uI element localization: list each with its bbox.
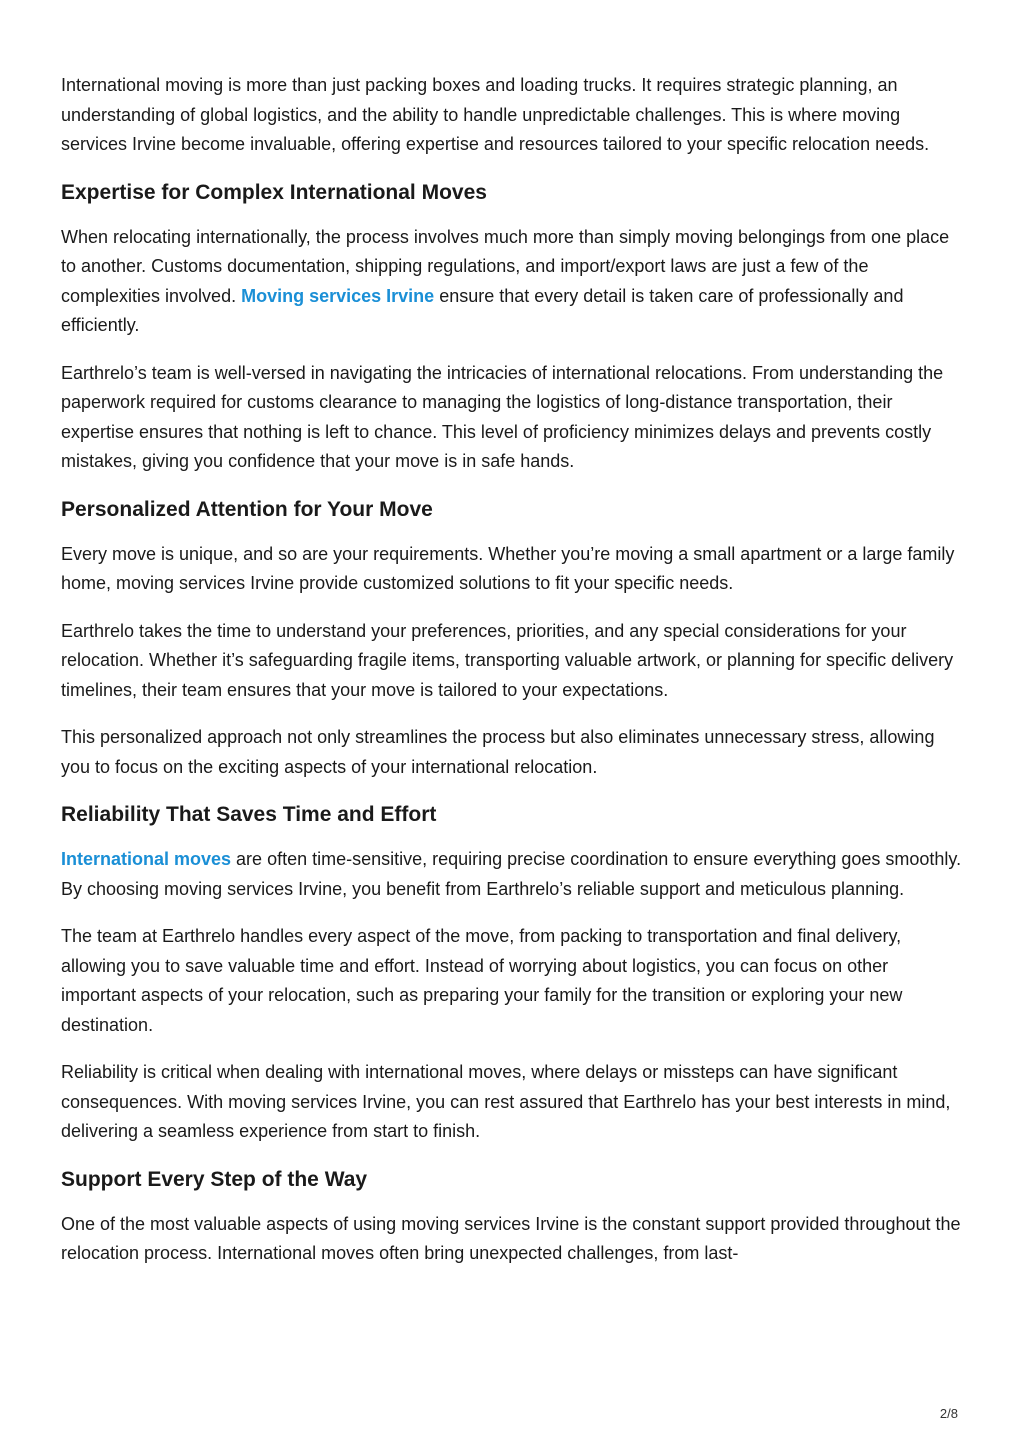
paragraph-text: are often time-sensitive, requiring precise coordination to ensure everything goes smoothly. By choosing moving services Irvine, you benefit from Earthrelo’s reliable support and meticulous planning. [61, 849, 962, 899]
reliability-paragraph-1 [61, 845, 966, 904]
support-paragraph-1: One of the most valuable aspects of using moving services Irvine is the constant support provided throughout the relocation process. International moves often bring unexpected challenges, from last- [61, 1213, 961, 1263]
section-heading-personalized: Personalized Attention for Your Move [61, 497, 433, 521]
international-moves-link[interactable]: International moves [61, 849, 232, 869]
section-heading-support: Support Every Step of the Way [61, 1167, 368, 1191]
personalized-paragraph-3: This personalized approach not only streamlines the process but also eliminates unnecessary stress, allowing you to focus on the exciting aspects of your international relocation. [61, 727, 935, 777]
moving-services-irvine-link[interactable]: Moving services Irvine [241, 285, 435, 306]
page-number: 2/8 [939, 1406, 958, 1421]
document-body [61, 71, 966, 1287]
personalized-paragraph-1: Every move is unique, and so are your requirements. Whether you’re moving a small apartment or a large family home, moving services Irvine provide customized solutions to fit your specific needs. [61, 543, 955, 593]
personalized-paragraph-2: Earthrelo takes the time to understand your preferences, priorities, and any special considerations for your relocation. Whether it’s safeguarding fragile items, transporting valuable artwork, or planning for specific delivery timelines, their team ensures that your move is tailored to your expectations. [61, 620, 954, 700]
section-heading-reliability: Reliability That Saves Time and Effort [61, 803, 437, 826]
expertise-paragraph-1 [61, 223, 966, 341]
paragraph-text: When relocating internationally, the process involves much more than simply moving belongings from one place to another. Customs documentation, shipping regulations, and import/export laws are just a few of the complexities involved. [61, 226, 950, 306]
reliability-paragraph-2: The team at Earthrelo handles every aspect of the move, from packing to transportation and final delivery, allowing you to save valuable time and effort. Instead of worrying about logistics, you can focus on other important aspects of your relocation, such as preparing your family for the transition or exploring your new destination. [61, 926, 903, 1035]
section-heading-expertise: Expertise for Complex International Moves [61, 180, 487, 204]
intro-paragraph: International moving is more than just packing boxes and loading trucks. It requires strategic planning, an understanding of global logistics, and the ability to handle unpredictable challenges. This is where moving services Irvine become invaluable, offering expertise and resources tailored to your specific relocation needs. [61, 75, 930, 154]
paragraph-text: ensure that every detail is taken care of professionally and efficiently. [61, 285, 904, 335]
reliability-paragraph-3: Reliability is critical when dealing with international moves, where delays or missteps can have significant consequences. With moving services Irvine, you can rest assured that Earthrelo has your best interests in mind, delivering a seamless experience from start to finish. [61, 1062, 951, 1141]
expertise-paragraph-2: Earthrelo’s team is well-versed in navigating the intricacies of international relocations. From understanding the paperwork required for customs clearance to managing the logistics of long-distance transportation, their expertise ensures that nothing is left to chance. This level of proficiency minimizes delays and prevents costly mistakes, giving you confidence that your move is in safe hands. [61, 362, 944, 471]
